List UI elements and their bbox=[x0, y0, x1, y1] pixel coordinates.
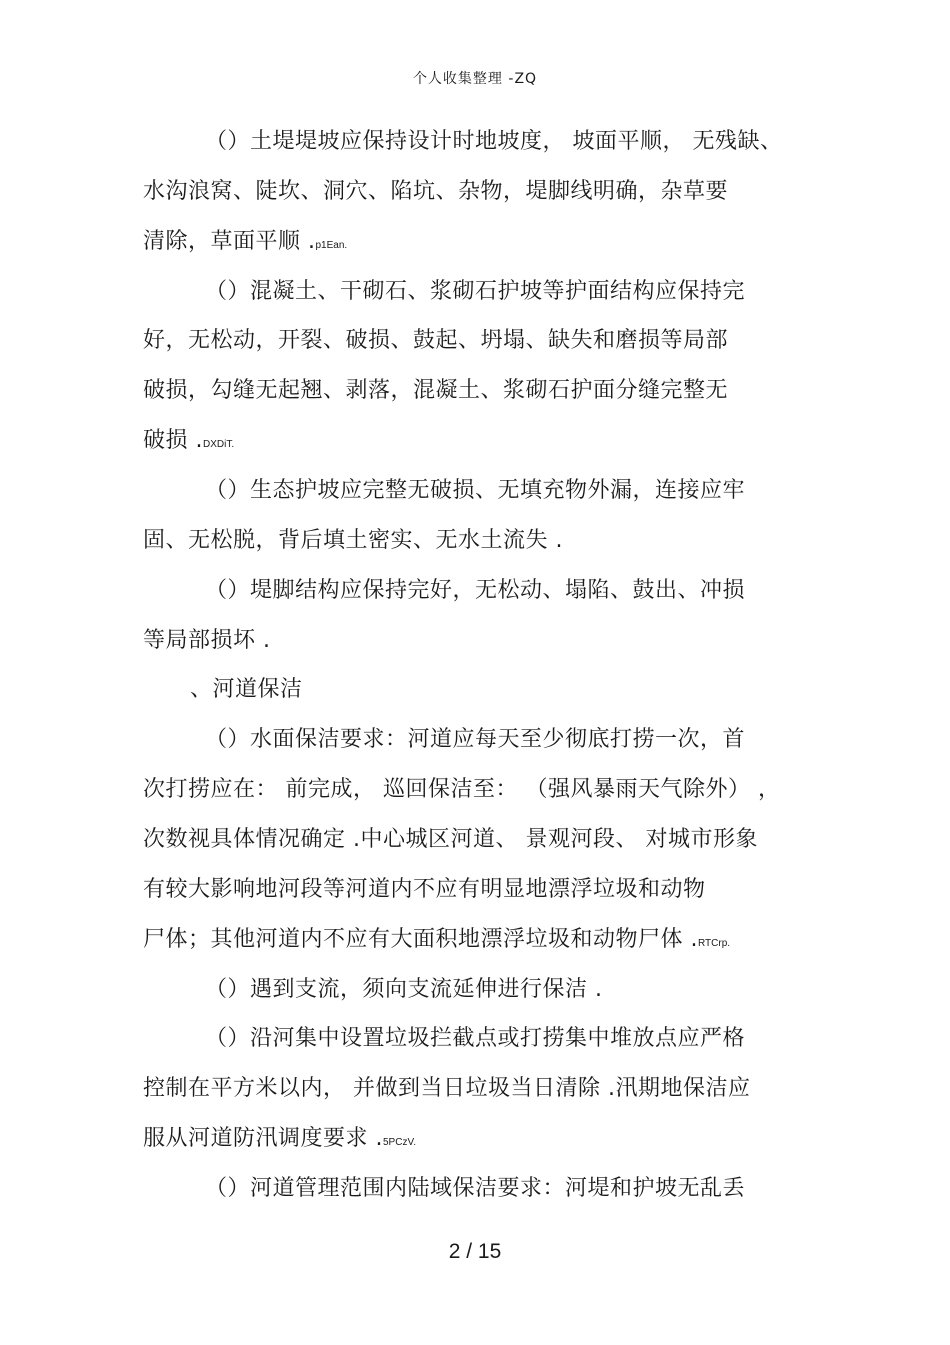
text-line: （）土堤堤坡应保持设计时地坡度， 坡面平顺， 无残缺、 bbox=[205, 129, 783, 154]
page-header: 个人收集整理 -ZQ bbox=[412, 71, 538, 87]
doc-tag: DXDiT. bbox=[203, 439, 235, 450]
text-line: 尸体；其他河道内不应有大面积地漂浮垃圾和动物尸体 .RTCrp. bbox=[143, 927, 731, 952]
text-line: 破损 .DXDiT. bbox=[143, 428, 235, 453]
text-line: （）沿河集中设置垃圾拦截点或打捞集中堆放点应严格 bbox=[205, 1026, 746, 1051]
text-line: 固、无松脱，背后填土密实、无水土流失 . bbox=[143, 528, 563, 553]
text-line: 次数视具体情况确定 .中心城区河道、 景观河段、 对城市形象 bbox=[143, 827, 758, 852]
text-line: （）生态护坡应完整无破损、无填充物外漏，连接应牢 bbox=[205, 478, 746, 503]
text-line: （）混凝土、干砌石、浆砌石护坡等护面结构应保持完 bbox=[205, 279, 746, 304]
section-heading: 、河道保洁 bbox=[190, 677, 303, 702]
text-line: 好，无松动，开裂、破损、鼓起、坍塌、缺失和磨损等局部 bbox=[143, 328, 729, 353]
doc-tag: 5PCzV. bbox=[383, 1137, 416, 1148]
text-line: 控制在平方米以内， 并做到当日垃圾当日清除 .汛期地保洁应 bbox=[143, 1076, 751, 1101]
text-line: （）堤脚结构应保持完好，无松动、塌陷、鼓出、冲损 bbox=[205, 578, 746, 603]
text-line: （）水面保洁要求：河道应每天至少彻底打捞一次，首 bbox=[205, 727, 746, 752]
text-line: 次打捞应在： 前完成， 巡回保洁至： （强风暴雨天气除外） ， bbox=[143, 777, 781, 802]
text-line: 等局部损坏 . bbox=[143, 628, 271, 653]
text-line: 清除，草面平顺 .p1Ean. bbox=[143, 229, 348, 254]
text-line: 有较大影响地河段等河道内不应有明显地漂浮垃圾和动物 bbox=[143, 877, 706, 902]
doc-tag: RTCrp. bbox=[698, 938, 731, 949]
text-line: （）河道管理范围内陆域保洁要求：河堤和护坡无乱丢 bbox=[205, 1176, 746, 1201]
page-number: 2 / 15 bbox=[448, 1240, 502, 1263]
text-line: 服从河道防汛调度要求 .5PCzV. bbox=[143, 1126, 416, 1151]
doc-tag: p1Ean. bbox=[315, 240, 348, 251]
text-line: （）遇到支流，须向支流延伸进行保洁 . bbox=[205, 977, 603, 1002]
text-line: 水沟浪窝、陡坎、洞穴、陷坑、杂物，堤脚线明确，杂草要 bbox=[143, 179, 729, 204]
text-line: 破损，勾缝无起翘、剥落，混凝土、浆砌石护面分缝完整无 bbox=[143, 378, 729, 403]
